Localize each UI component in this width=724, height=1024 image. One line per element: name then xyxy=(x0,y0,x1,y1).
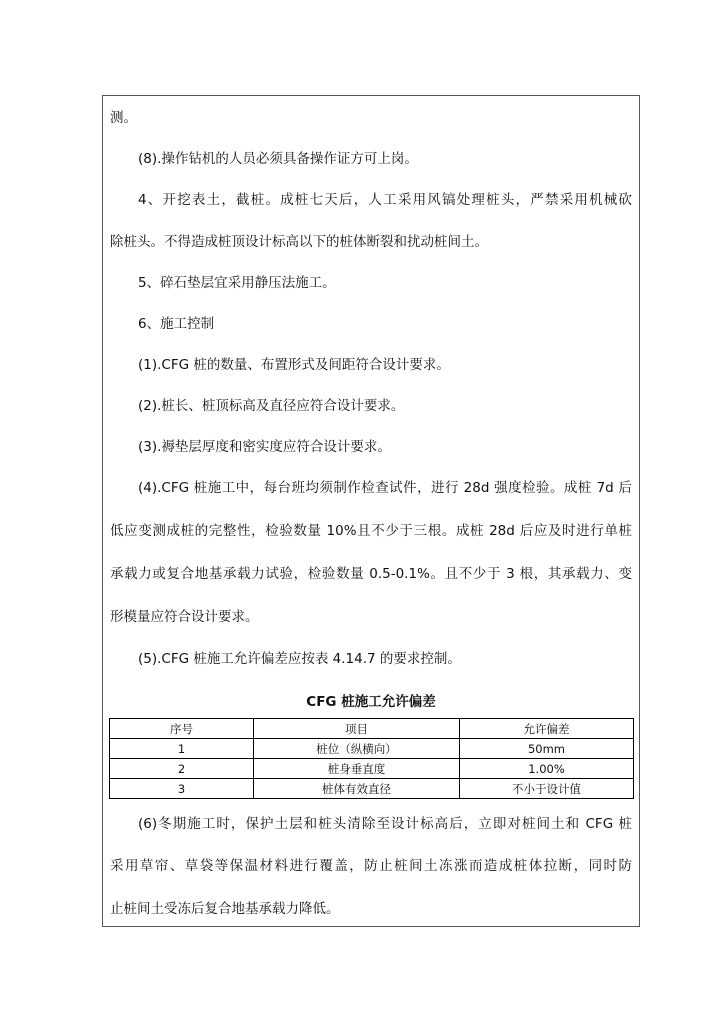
paragraph-line: (3).褥垫层厚度和密实度应符合设计要求。 xyxy=(138,439,391,455)
page-frame xyxy=(102,95,640,927)
paragraph-line: 4、开挖表土，截桩。成桩七天后，人工采用风镐处理桩头，严禁采用机械砍 xyxy=(138,192,632,208)
paragraph-line: (6)冬期施工时，保护土层和桩头清除至设计标高后，立即对桩间土和 CFG 桩 xyxy=(138,816,632,832)
table-row xyxy=(110,739,634,759)
paragraph-line: 除桩头。不得造成桩顶设计标高以下的桩体断裂和扰动桩间土。 xyxy=(110,234,488,250)
table-row xyxy=(110,779,634,799)
table-cell: 桩身垂直度 xyxy=(254,759,460,779)
paragraph-line: (5).CFG 桩施工允许偏差应按表 4.14.7 的要求控制。 xyxy=(138,651,461,667)
paragraph-line: 形模量应符合设计要求。 xyxy=(110,609,259,625)
tolerance-table xyxy=(109,718,634,799)
paragraph-line: 止桩间土受冻后复合地基承载力降低。 xyxy=(110,901,340,917)
paragraph-line: 测。 xyxy=(110,110,137,126)
table-row xyxy=(110,759,634,779)
table-title: CFG 桩施工允许偏差 xyxy=(306,694,436,710)
paragraph-line: (1).CFG 桩的数量、布置形式及间距符合设计要求。 xyxy=(138,357,450,373)
paragraph-line: 5、碎石垫层宜采用静压法施工。 xyxy=(138,275,336,291)
table-cell: 1.00% xyxy=(460,759,634,779)
table-cell: 1 xyxy=(110,739,254,759)
table-cell: 桩体有效直径 xyxy=(254,779,460,799)
paragraph-line: (8).操作钻机的人员必须具备操作证方可上岗。 xyxy=(138,151,418,167)
paragraph-line: 采用草帘、草袋等保温材料进行覆盖，防止桩间土冻涨而造成桩体拉断，同时防 xyxy=(110,858,632,874)
paragraph-line: (4).CFG 桩施工中，每台班均须制作检查试件，进行 28d 强度检验。成桩 7d 后 xyxy=(138,480,632,496)
table-cell: 3 xyxy=(110,779,254,799)
table-cell: 不小于设计值 xyxy=(460,779,634,799)
table-header-cell: 序号 xyxy=(110,719,254,739)
paragraph-line: 低应变测成桩的完整性，检验数量 10%且不少于三根。成桩 28d 后应及时进行单桩 xyxy=(110,523,632,539)
paragraph-line: 6、施工控制 xyxy=(138,316,215,332)
paragraph-line: (2).桩长、桩顶标高及直径应符合设计要求。 xyxy=(138,398,405,414)
table-header-cell: 允许偏差 xyxy=(460,719,634,739)
table-cell: 桩位（纵横向） xyxy=(254,739,460,759)
table-header-row xyxy=(110,719,634,739)
table-header-cell: 项目 xyxy=(254,719,460,739)
paragraph-line: 承载力或复合地基承载力试验，检验数量 0.5-0.1%。且不少于 3 根，其承载力、变 xyxy=(110,566,632,582)
table-cell: 50mm xyxy=(460,739,634,759)
table-cell: 2 xyxy=(110,759,254,779)
